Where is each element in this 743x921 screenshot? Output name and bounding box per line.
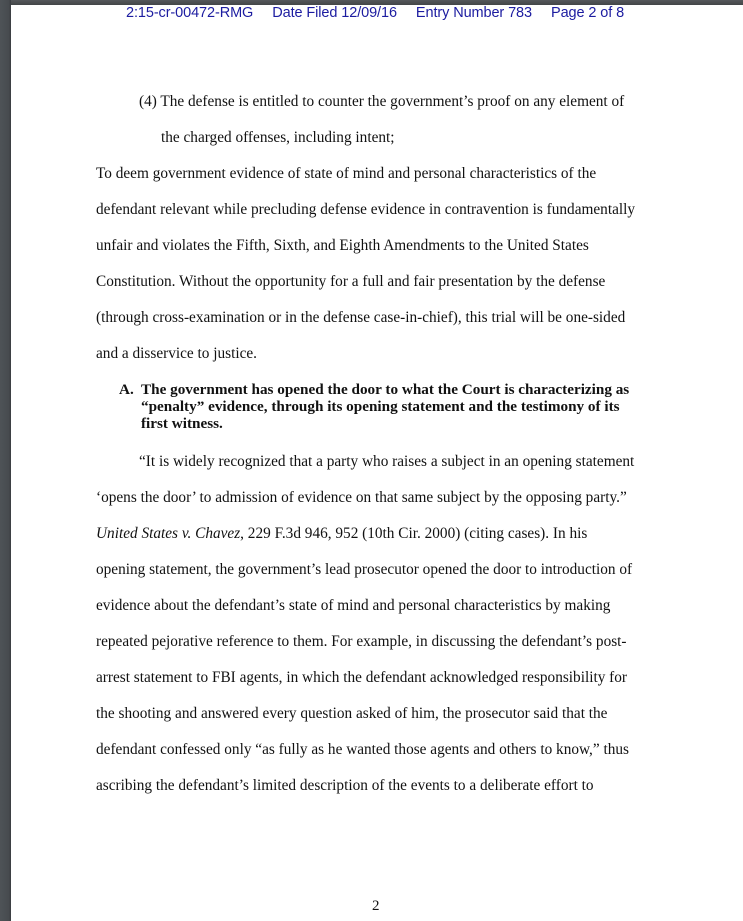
- paragraph-1-line: Constitution. Without the opportunity for a full and fair presentation by the defense: [96, 273, 606, 290]
- paragraph-2-line: repeated pejorative reference to them. For example, in discussing the defendant’s post-: [96, 633, 627, 650]
- paragraph-2-line: ‘opens the door’ to admission of evidence on that same subject by the opposing party.”: [96, 489, 627, 506]
- paragraph-1-line: (through cross-examination or in the defense case-in-chief), this trial will be one-sided: [96, 309, 626, 326]
- paragraph-2-line: ascribing the defendant’s limited description of the events to a deliberate effort to: [96, 777, 594, 794]
- paragraph-1-line: To deem government evidence of state of mind and personal characteristics of the: [96, 165, 597, 182]
- heading-line: “penalty” evidence, through its opening statement and the testimony of its: [141, 398, 620, 415]
- paragraph-2-line: “It is widely recognized that a party who raises a subject in an opening statement: [139, 453, 635, 470]
- page-of: Page 2 of 8: [551, 5, 625, 21]
- section-marker: A.: [119, 381, 134, 398]
- date-filed: Date Filed 12/09/16: [272, 5, 397, 21]
- page-number: 2: [372, 898, 380, 914]
- paragraph-1-line: and a disservice to justice.: [96, 345, 257, 362]
- paragraph-2-line: defendant confessed only “as fully as he wanted those agents and others to know,” thus: [96, 741, 629, 758]
- heading-line: first witness.: [141, 415, 223, 432]
- heading-line: The government has opened the door to what the Court is characterizing as: [141, 381, 630, 398]
- item-4-line-2: the charged offenses, including intent;: [161, 129, 395, 146]
- entry-number: Entry Number 783: [415, 5, 532, 21]
- citation-rest: , 229 F.3d 946, 952 (10th Cir. 2000) (citing cases). In his: [240, 525, 588, 542]
- paragraph-1-line: unfair and violates the Fifth, Sixth, and Eighth Amendments to the United States: [96, 237, 589, 254]
- paragraph-2-citation-line: [96, 525, 656, 543]
- ecf-header-stamp: [126, 5, 624, 21]
- case-number: 2:15-cr-00472-RMG: [126, 5, 254, 21]
- document-page: [11, 5, 743, 921]
- viewer-left-edge: [0, 0, 11, 921]
- paragraph-2-line: opening statement, the government’s lead prosecutor opened the door to introduction of: [96, 561, 633, 578]
- paragraph-1-line: defendant relevant while precluding defense evidence in contravention is fundamentally: [96, 201, 636, 218]
- paragraph-2-line: arrest statement to FBI agents, in which the defendant acknowledged responsibility for: [96, 669, 627, 686]
- item-4-line-1: (4) The defense is entitled to counter the government’s proof on any element of: [139, 93, 625, 110]
- case-name-citation: United States v. Chavez: [96, 525, 241, 542]
- paragraph-2-line: the shooting and answered every question asked of him, the prosecutor said that the: [96, 705, 608, 722]
- paragraph-2-line: evidence about the defendant’s state of mind and personal characteristics by making: [96, 597, 611, 614]
